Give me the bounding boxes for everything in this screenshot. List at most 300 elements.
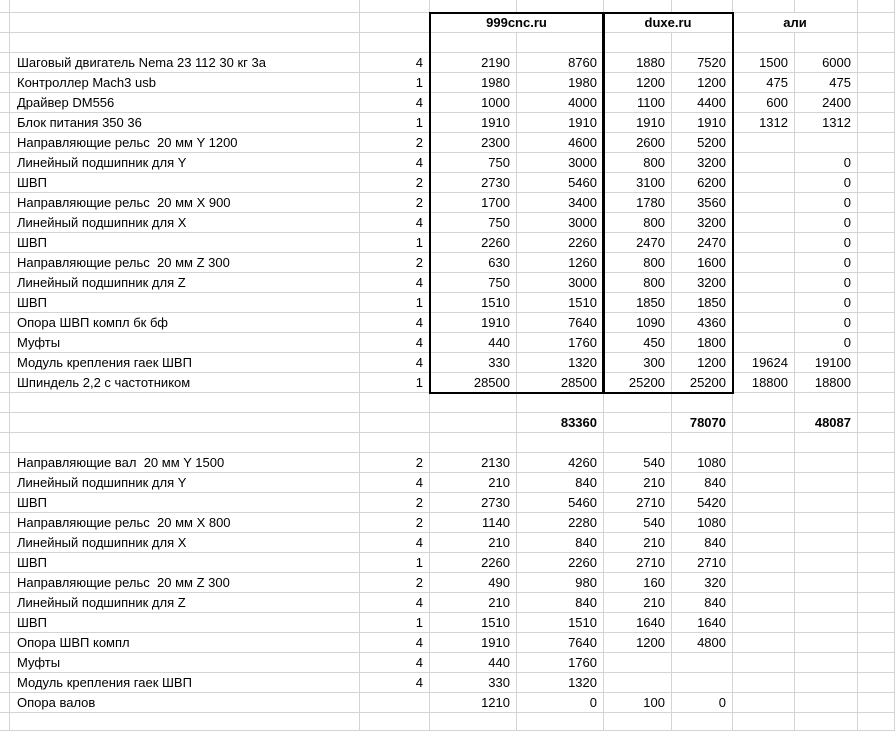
cell-total-ali[interactable] <box>795 673 858 693</box>
cell-empty[interactable] <box>795 0 858 13</box>
cell-price-duxe[interactable] <box>604 653 672 673</box>
cell-total-duxe[interactable] <box>672 673 733 693</box>
cell-empty[interactable] <box>858 313 895 333</box>
cell-total-duxe[interactable]: 840 <box>672 473 733 493</box>
cell-empty[interactable] <box>858 573 895 593</box>
cell-qty[interactable]: 1 <box>360 293 430 313</box>
cell-empty[interactable] <box>858 693 895 713</box>
cell-total-999cnc[interactable]: 1980 <box>517 73 604 93</box>
cell-price-duxe[interactable]: 3100 <box>604 173 672 193</box>
cell-item-name[interactable]: Модуль крепления гаек ШВП <box>10 673 360 693</box>
cell-qty[interactable]: 2 <box>360 453 430 473</box>
cell-item-name[interactable]: Опора ШВП компл <box>10 633 360 653</box>
cell-total-999cnc[interactable]: 5460 <box>517 493 604 513</box>
cell-item-name[interactable]: Муфты <box>10 333 360 353</box>
cell-total-999cnc[interactable]: 7640 <box>517 313 604 333</box>
cell-price-999cnc[interactable]: 2300 <box>430 133 517 153</box>
cell-price-999cnc[interactable]: 750 <box>430 153 517 173</box>
cell-qty[interactable]: 2 <box>360 513 430 533</box>
cell-total-ali[interactable] <box>795 633 858 653</box>
cell-total-duxe[interactable]: 2470 <box>672 233 733 253</box>
cell-total-999cnc[interactable]: 28500 <box>517 373 604 393</box>
cell-price-duxe[interactable]: 300 <box>604 353 672 373</box>
cell-total-duxe[interactable]: 5200 <box>672 133 733 153</box>
cell-price-duxe[interactable]: 2470 <box>604 233 672 253</box>
cell-price-999cnc[interactable]: 2260 <box>430 553 517 573</box>
cell-total-duxe[interactable]: 3560 <box>672 193 733 213</box>
cell-qty[interactable]: 2 <box>360 573 430 593</box>
cell-empty[interactable] <box>0 453 10 473</box>
cell-price-ali[interactable] <box>733 593 795 613</box>
cell-empty[interactable] <box>0 73 10 93</box>
cell-price-ali[interactable] <box>733 153 795 173</box>
cell-price-duxe[interactable]: 210 <box>604 593 672 613</box>
cell-empty[interactable] <box>858 373 895 393</box>
cell-total-duxe[interactable]: 5420 <box>672 493 733 513</box>
cell-empty[interactable] <box>858 593 895 613</box>
cell-total-duxe[interactable]: 3200 <box>672 153 733 173</box>
cell-total-ali[interactable]: 0 <box>795 293 858 313</box>
cell-empty[interactable] <box>0 393 10 413</box>
cell-price-duxe[interactable]: 540 <box>604 513 672 533</box>
cell-empty[interactable] <box>360 0 430 13</box>
cell-price-duxe[interactable]: 1200 <box>604 73 672 93</box>
cell-total-ali[interactable]: 19100 <box>795 353 858 373</box>
cell-empty[interactable] <box>0 93 10 113</box>
cell-empty[interactable] <box>858 653 895 673</box>
cell-empty[interactable] <box>858 533 895 553</box>
cell-empty[interactable] <box>858 513 895 533</box>
cell-item-name[interactable]: Опора ШВП компл бк бф <box>10 313 360 333</box>
cell-empty[interactable] <box>795 713 858 731</box>
cell-item-name[interactable]: ШВП <box>10 493 360 513</box>
cell-price-ali[interactable] <box>733 133 795 153</box>
cell-price-ali[interactable]: 1500 <box>733 53 795 73</box>
cell-total-duxe[interactable]: 1200 <box>672 73 733 93</box>
cell-empty[interactable] <box>0 13 10 33</box>
cell-item-name[interactable]: Линейный подшипник для X <box>10 533 360 553</box>
cell-price-999cnc[interactable]: 2730 <box>430 493 517 513</box>
cell-item-name[interactable]: Направляющие рельс 20 мм Z 300 <box>10 253 360 273</box>
cell-qty[interactable] <box>360 693 430 713</box>
cell-price-ali[interactable]: 19624 <box>733 353 795 373</box>
cell-total-duxe[interactable]: 1910 <box>672 113 733 133</box>
cell-price-duxe[interactable]: 1200 <box>604 633 672 653</box>
cell-item-name[interactable]: Шпиндель 2,2 с частотником <box>10 373 360 393</box>
cell-item-name[interactable]: Линейный подшипник для Y <box>10 153 360 173</box>
cell-empty[interactable] <box>0 273 10 293</box>
cell-empty[interactable] <box>858 493 895 513</box>
cell-price-duxe[interactable]: 2600 <box>604 133 672 153</box>
cell-price-999cnc[interactable]: 440 <box>430 653 517 673</box>
cell-total-ali[interactable] <box>795 653 858 673</box>
cell-qty[interactable]: 1 <box>360 613 430 633</box>
cell-empty[interactable] <box>0 433 10 453</box>
cell-item-name[interactable]: ШВП <box>10 173 360 193</box>
cell-total-999cnc[interactable]: 1510 <box>517 293 604 313</box>
cell-empty[interactable] <box>0 513 10 533</box>
cell-price-ali[interactable] <box>733 453 795 473</box>
cell-price-ali[interactable] <box>733 693 795 713</box>
cell-total-999cnc[interactable]: 1260 <box>517 253 604 273</box>
cell-price-999cnc[interactable]: 28500 <box>430 373 517 393</box>
cell-total-999cnc[interactable]: 4260 <box>517 453 604 473</box>
cell-empty[interactable] <box>10 13 360 33</box>
cell-item-name[interactable]: Модуль крепления гаек ШВП <box>10 353 360 373</box>
cell-item-name[interactable]: Линейный подшипник для X <box>10 213 360 233</box>
cell-price-999cnc[interactable]: 1140 <box>430 513 517 533</box>
cell-total-999cnc[interactable]: 2260 <box>517 233 604 253</box>
cell-price-ali[interactable] <box>733 493 795 513</box>
cell-empty[interactable] <box>0 613 10 633</box>
header-ali[interactable]: али <box>733 13 858 33</box>
cell-empty[interactable] <box>858 453 895 473</box>
total-ali[interactable]: 48087 <box>795 413 858 433</box>
cell-empty[interactable] <box>0 173 10 193</box>
cell-empty[interactable] <box>0 333 10 353</box>
cell-empty[interactable] <box>795 433 858 453</box>
cell-total-999cnc[interactable]: 4600 <box>517 133 604 153</box>
cell-qty[interactable]: 4 <box>360 673 430 693</box>
cell-item-name[interactable]: Линейный подшипник для Y <box>10 473 360 493</box>
cell-empty[interactable] <box>0 153 10 173</box>
cell-total-999cnc[interactable]: 1510 <box>517 613 604 633</box>
cell-total-ali[interactable] <box>795 533 858 553</box>
cell-total-ali[interactable] <box>795 553 858 573</box>
cell-empty[interactable] <box>0 193 10 213</box>
cell-total-duxe[interactable]: 2710 <box>672 553 733 573</box>
cell-price-duxe[interactable]: 2710 <box>604 493 672 513</box>
cell-empty[interactable] <box>360 393 430 413</box>
cell-empty[interactable] <box>517 713 604 731</box>
cell-total-ali[interactable]: 18800 <box>795 373 858 393</box>
cell-qty[interactable]: 2 <box>360 253 430 273</box>
cell-qty[interactable]: 2 <box>360 133 430 153</box>
cell-empty[interactable] <box>858 0 895 13</box>
cell-total-999cnc[interactable]: 1760 <box>517 653 604 673</box>
cell-empty[interactable] <box>0 53 10 73</box>
cell-empty[interactable] <box>0 213 10 233</box>
cell-total-ali[interactable] <box>795 693 858 713</box>
cell-empty[interactable] <box>858 273 895 293</box>
cell-empty[interactable] <box>858 553 895 573</box>
cell-empty[interactable] <box>0 0 10 13</box>
cell-total-ali[interactable]: 0 <box>795 333 858 353</box>
cell-total-duxe[interactable]: 25200 <box>672 373 733 393</box>
total-999cnc[interactable]: 83360 <box>517 413 604 433</box>
cell-qty[interactable]: 4 <box>360 473 430 493</box>
cell-price-duxe[interactable]: 450 <box>604 333 672 353</box>
cell-price-999cnc[interactable]: 210 <box>430 593 517 613</box>
cell-empty[interactable] <box>360 13 430 33</box>
cell-price-ali[interactable] <box>733 193 795 213</box>
cell-item-name[interactable]: Направляющие рельс 20 мм Z 300 <box>10 573 360 593</box>
cell-price-ali[interactable]: 475 <box>733 73 795 93</box>
cell-total-ali[interactable]: 0 <box>795 313 858 333</box>
cell-price-ali[interactable] <box>733 513 795 533</box>
cell-empty[interactable] <box>604 0 672 13</box>
cell-empty[interactable] <box>0 113 10 133</box>
cell-total-999cnc[interactable]: 8760 <box>517 53 604 73</box>
cell-empty[interactable] <box>858 393 895 413</box>
cell-price-duxe[interactable]: 1090 <box>604 313 672 333</box>
cell-total-ali[interactable] <box>795 613 858 633</box>
cell-price-999cnc[interactable]: 210 <box>430 473 517 493</box>
cell-empty[interactable] <box>858 13 895 33</box>
cell-empty[interactable] <box>858 713 895 731</box>
cell-total-ali[interactable] <box>795 513 858 533</box>
cell-empty[interactable] <box>0 573 10 593</box>
cell-empty[interactable] <box>858 173 895 193</box>
cell-qty[interactable]: 4 <box>360 93 430 113</box>
cell-price-ali[interactable] <box>733 213 795 233</box>
cell-empty[interactable] <box>0 633 10 653</box>
cell-empty[interactable] <box>795 33 858 53</box>
cell-total-duxe[interactable]: 3200 <box>672 213 733 233</box>
cell-price-ali[interactable] <box>733 293 795 313</box>
cell-empty[interactable] <box>360 33 430 53</box>
cell-empty[interactable] <box>10 393 360 413</box>
cell-total-duxe[interactable]: 1080 <box>672 513 733 533</box>
cell-empty[interactable] <box>733 0 795 13</box>
cell-empty[interactable] <box>0 313 10 333</box>
cell-total-999cnc[interactable]: 2280 <box>517 513 604 533</box>
cell-empty[interactable] <box>430 0 517 13</box>
cell-total-duxe[interactable]: 1200 <box>672 353 733 373</box>
cell-total-ali[interactable] <box>795 593 858 613</box>
cell-item-name[interactable]: Направляющие рельс 20 мм X 800 <box>10 513 360 533</box>
cell-empty[interactable] <box>430 433 517 453</box>
cell-price-999cnc[interactable]: 1980 <box>430 73 517 93</box>
cell-price-duxe[interactable]: 800 <box>604 153 672 173</box>
cell-total-999cnc[interactable]: 3400 <box>517 193 604 213</box>
cell-item-name[interactable]: ШВП <box>10 233 360 253</box>
cell-price-ali[interactable] <box>733 653 795 673</box>
cell-total-ali[interactable] <box>795 473 858 493</box>
cell-price-999cnc[interactable]: 210 <box>430 533 517 553</box>
cell-empty[interactable] <box>858 433 895 453</box>
cell-price-999cnc[interactable]: 2190 <box>430 53 517 73</box>
cell-empty[interactable] <box>858 193 895 213</box>
cell-total-999cnc[interactable]: 980 <box>517 573 604 593</box>
cell-empty[interactable] <box>733 433 795 453</box>
cell-total-999cnc[interactable]: 5460 <box>517 173 604 193</box>
cell-price-999cnc[interactable]: 750 <box>430 273 517 293</box>
cell-price-duxe[interactable]: 25200 <box>604 373 672 393</box>
cell-price-duxe[interactable]: 100 <box>604 693 672 713</box>
cell-price-duxe[interactable]: 1910 <box>604 113 672 133</box>
cell-total-duxe[interactable]: 7520 <box>672 53 733 73</box>
cell-price-ali[interactable]: 600 <box>733 93 795 113</box>
cell-empty[interactable] <box>604 433 672 453</box>
cell-total-duxe[interactable]: 4800 <box>672 633 733 653</box>
cell-price-duxe[interactable]: 210 <box>604 533 672 553</box>
cell-item-name[interactable]: Драйвер DM556 <box>10 93 360 113</box>
cell-empty[interactable] <box>0 593 10 613</box>
cell-qty[interactable]: 1 <box>360 553 430 573</box>
cell-empty[interactable] <box>360 433 430 453</box>
cell-empty[interactable] <box>858 53 895 73</box>
cell-total-999cnc[interactable]: 840 <box>517 593 604 613</box>
cell-empty[interactable] <box>733 33 795 53</box>
cell-empty[interactable] <box>0 553 10 573</box>
cell-empty[interactable] <box>858 153 895 173</box>
cell-item-name[interactable]: Линейный подшипник для Z <box>10 593 360 613</box>
cell-price-duxe[interactable]: 210 <box>604 473 672 493</box>
cell-price-duxe[interactable]: 1850 <box>604 293 672 313</box>
cell-total-999cnc[interactable]: 1320 <box>517 353 604 373</box>
cell-price-duxe[interactable]: 800 <box>604 213 672 233</box>
cell-total-duxe[interactable]: 4400 <box>672 93 733 113</box>
cell-price-duxe[interactable]: 1780 <box>604 193 672 213</box>
cell-qty[interactable]: 4 <box>360 633 430 653</box>
cell-empty[interactable] <box>858 113 895 133</box>
cell-empty[interactable] <box>733 413 795 433</box>
cell-empty[interactable] <box>0 653 10 673</box>
cell-price-duxe[interactable]: 2710 <box>604 553 672 573</box>
cell-price-999cnc[interactable]: 2730 <box>430 173 517 193</box>
cell-empty[interactable] <box>10 33 360 53</box>
cell-total-999cnc[interactable]: 2260 <box>517 553 604 573</box>
cell-empty[interactable] <box>672 0 733 13</box>
cell-price-999cnc[interactable]: 1910 <box>430 113 517 133</box>
cell-total-duxe[interactable]: 0 <box>672 693 733 713</box>
cell-total-ali[interactable]: 0 <box>795 233 858 253</box>
cell-item-name[interactable]: Опора валов <box>10 693 360 713</box>
cell-total-999cnc[interactable]: 840 <box>517 473 604 493</box>
cell-price-duxe[interactable]: 540 <box>604 453 672 473</box>
cell-item-name[interactable]: Направляющие вал 20 мм Y 1500 <box>10 453 360 473</box>
cell-qty[interactable]: 4 <box>360 533 430 553</box>
cell-qty[interactable]: 4 <box>360 593 430 613</box>
cell-price-ali[interactable] <box>733 573 795 593</box>
cell-price-999cnc[interactable]: 1910 <box>430 313 517 333</box>
cell-price-999cnc[interactable]: 2130 <box>430 453 517 473</box>
cell-item-name[interactable]: Линейный подшипник для Z <box>10 273 360 293</box>
cell-price-999cnc[interactable]: 330 <box>430 673 517 693</box>
cell-price-ali[interactable] <box>733 253 795 273</box>
cell-total-ali[interactable] <box>795 453 858 473</box>
cell-empty[interactable] <box>858 353 895 373</box>
cell-empty[interactable] <box>604 393 672 413</box>
cell-price-duxe[interactable] <box>604 673 672 693</box>
cell-empty[interactable] <box>10 0 360 13</box>
cell-empty[interactable] <box>10 713 360 731</box>
cell-empty[interactable] <box>0 493 10 513</box>
cell-price-999cnc[interactable]: 1510 <box>430 613 517 633</box>
cell-total-ali[interactable]: 0 <box>795 253 858 273</box>
cell-empty[interactable] <box>430 713 517 731</box>
cell-empty[interactable] <box>0 533 10 553</box>
total-duxe[interactable]: 78070 <box>672 413 733 433</box>
cell-empty[interactable] <box>517 433 604 453</box>
cell-qty[interactable]: 1 <box>360 73 430 93</box>
cell-price-999cnc[interactable]: 330 <box>430 353 517 373</box>
cell-total-ali[interactable]: 1312 <box>795 113 858 133</box>
cell-price-999cnc[interactable]: 1000 <box>430 93 517 113</box>
cell-empty[interactable] <box>858 93 895 113</box>
cell-empty[interactable] <box>0 413 10 433</box>
cell-item-name[interactable]: Контроллер Mach3 usb <box>10 73 360 93</box>
cell-total-ali[interactable]: 2400 <box>795 93 858 113</box>
cell-empty[interactable] <box>858 133 895 153</box>
cell-price-999cnc[interactable]: 1210 <box>430 693 517 713</box>
cell-empty[interactable] <box>733 713 795 731</box>
cell-empty[interactable] <box>858 413 895 433</box>
cell-qty[interactable]: 1 <box>360 373 430 393</box>
cell-price-ali[interactable] <box>733 473 795 493</box>
cell-empty[interactable] <box>0 693 10 713</box>
cell-total-ali[interactable]: 0 <box>795 193 858 213</box>
cell-total-ali[interactable]: 0 <box>795 273 858 293</box>
cell-empty[interactable] <box>0 253 10 273</box>
cell-empty[interactable] <box>0 473 10 493</box>
cell-empty[interactable] <box>672 393 733 413</box>
cell-qty[interactable]: 4 <box>360 53 430 73</box>
cell-item-name[interactable]: ШВП <box>10 553 360 573</box>
cell-empty[interactable] <box>430 393 517 413</box>
cell-price-999cnc[interactable]: 490 <box>430 573 517 593</box>
cell-item-name[interactable]: Направляющие рельс 20 мм Y 1200 <box>10 133 360 153</box>
cell-empty[interactable] <box>672 433 733 453</box>
cell-item-name[interactable]: ШВП <box>10 293 360 313</box>
cell-empty[interactable] <box>360 713 430 731</box>
cell-qty[interactable]: 4 <box>360 353 430 373</box>
cell-empty[interactable] <box>360 413 430 433</box>
cell-price-ali[interactable] <box>733 173 795 193</box>
cell-total-duxe[interactable]: 1850 <box>672 293 733 313</box>
cell-total-ali[interactable]: 0 <box>795 173 858 193</box>
cell-price-ali[interactable] <box>733 233 795 253</box>
cell-total-ali[interactable]: 6000 <box>795 53 858 73</box>
cell-total-999cnc[interactable]: 3000 <box>517 273 604 293</box>
cell-item-name[interactable]: Муфты <box>10 653 360 673</box>
cell-total-999cnc[interactable]: 7640 <box>517 633 604 653</box>
cell-price-ali[interactable] <box>733 533 795 553</box>
cell-total-duxe[interactable]: 1080 <box>672 453 733 473</box>
cell-price-duxe[interactable]: 1100 <box>604 93 672 113</box>
cell-price-999cnc[interactable]: 2260 <box>430 233 517 253</box>
cell-total-duxe[interactable]: 6200 <box>672 173 733 193</box>
cell-total-999cnc[interactable]: 840 <box>517 533 604 553</box>
cell-empty[interactable] <box>858 333 895 353</box>
cell-total-999cnc[interactable]: 1910 <box>517 113 604 133</box>
cell-empty[interactable] <box>858 33 895 53</box>
cell-price-999cnc[interactable]: 1910 <box>430 633 517 653</box>
cell-qty[interactable]: 4 <box>360 213 430 233</box>
header-duxe[interactable]: duxe.ru <box>604 13 733 33</box>
cell-price-ali[interactable]: 18800 <box>733 373 795 393</box>
cell-empty[interactable] <box>604 33 672 53</box>
cell-empty[interactable] <box>10 433 360 453</box>
cell-empty[interactable] <box>795 393 858 413</box>
cell-empty[interactable] <box>672 713 733 731</box>
cell-price-ali[interactable] <box>733 553 795 573</box>
cell-total-ali[interactable]: 0 <box>795 213 858 233</box>
cell-total-duxe[interactable]: 320 <box>672 573 733 593</box>
cell-total-999cnc[interactable]: 0 <box>517 693 604 713</box>
cell-total-duxe[interactable]: 1600 <box>672 253 733 273</box>
cell-price-999cnc[interactable]: 750 <box>430 213 517 233</box>
cell-price-ali[interactable] <box>733 613 795 633</box>
cell-total-ali[interactable] <box>795 493 858 513</box>
cell-empty[interactable] <box>0 33 10 53</box>
cell-empty[interactable] <box>858 73 895 93</box>
cell-qty[interactable]: 2 <box>360 173 430 193</box>
cell-total-duxe[interactable] <box>672 653 733 673</box>
cell-empty[interactable] <box>858 613 895 633</box>
cell-total-ali[interactable]: 475 <box>795 73 858 93</box>
